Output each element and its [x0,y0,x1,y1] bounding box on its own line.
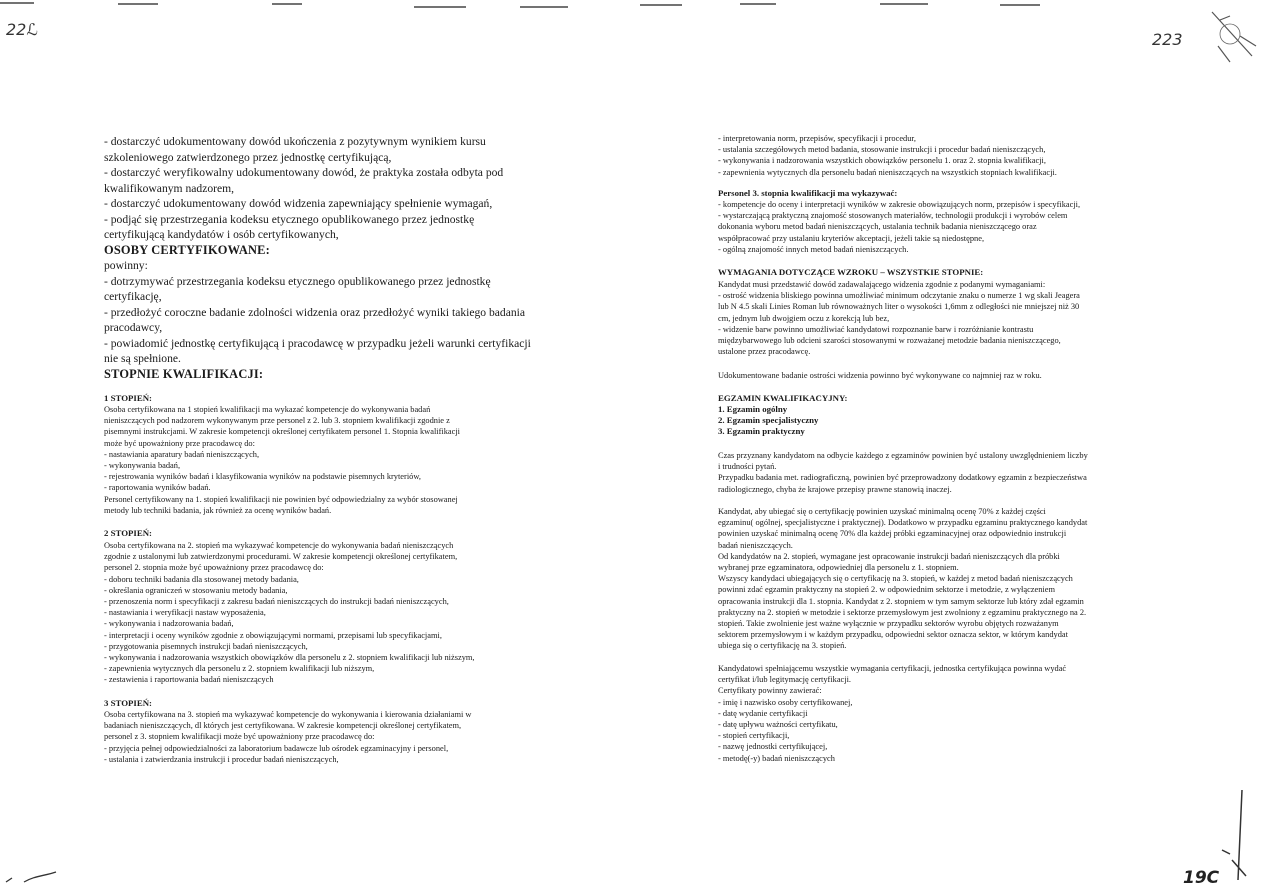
text-line: - przenoszenia norm i specyfikacji z zakresu badań nieniszczących do instrukcji badań nieniszczących, [104,597,449,607]
text-line: - ustalania i zatwierdzania instrukcji i procedur badań nieniszczących, [104,754,339,764]
text-line: - stopień certyfikacji, [718,731,790,741]
text-line: Czas przyznany kandydatom na odbycie każdego z egzaminów powinien być ustalony uwzględnieniem liczby [718,451,1088,460]
text-line: - wykonywania i nadzorowania wszystkich obowiązków personelu 1. oraz 2. stopnia kwalifikacji, [718,156,1046,166]
text-line: Kandydatowi spełniającemu wszystkie wymagania certyfikacji, jednostka certyfikująca powinna wydać [718,664,1067,673]
text-line: kwalifikowanym nadzorem, [104,181,235,195]
text-line: certyfikat i/lub legitymację certyfikacji. [718,675,852,685]
text-line: pracodawcy, [104,321,163,334]
scan-mark [1000,4,1040,6]
text-line: - wystarczającą praktyczną znajomość stosowanych materiałów, technologii produkcji i wyrobów celem [718,211,1068,221]
personel-3-heading: Personel 3. stopnia kwalifikacji ma wykazywać: [718,188,898,198]
intro-list [104,134,554,243]
text-line: - kompetencje do oceny i interpretacji wyników w zakresie obowiązujących norm, przepisów i specyfikacji, [718,200,1081,209]
text-line: - podjąć się przestrzegania kodeksu etycznego opublikowanego przez jednostkę [104,212,475,226]
margin-scan-artifact [1212,780,1252,890]
text-line: personel 2. stopnia może być upoważniony przez pracodawcę do: [104,563,324,573]
text-line: badań nieniszczących. [718,540,793,550]
text-line: - raportowania wyników badań. [104,483,211,493]
text-line: Wszyscy kandydaci ubiegających się o certyfikację na 3. stopień, w każdej z metod badań nieniszczących [718,574,1073,584]
stopien-1-heading: 1 STOPIEŃ: [104,393,152,403]
text-line: - metodę(-y) badań nieniszczących [718,753,835,763]
text-line: - wykonywania i nadzorowania badań, [104,619,234,629]
text-line: radiologicznego, chyba że krajowe przepisy prawne stanowią inaczej. [718,484,952,494]
text-line: opracowania instrukcji dla 1. stopnia. Kandydat z 2. stopniem w tym samym sektorze lub który zdał egzamin [718,596,1084,606]
text-line: powinny: [104,259,148,272]
text-line: - przedłożyć coroczne badanie zdolności widzenia oraz przedłożyć wyniki takiego badania [104,305,526,319]
text-line: Przypadku badania met. radiograficzną, powinien być przeprowadzony dodatkowy egzamin z bezpieczeństwa [718,473,1087,483]
text-line: - ogólną znajomość innych metod badań nieniszczących. [718,244,909,254]
text-line: certyfikującą kandydatów i osób certyfikowanych, [104,228,339,241]
text-line: powinien uzyskać minimalną ocenę 70% dla każdej próbki egzaminacyjnej oraz odpowiednio instrukcji [718,529,1067,539]
text-line: sektorem przemysłowym i w każdym przypadku, odpowiedni sektor oznacza sektor, w którym kandydat [718,630,1068,640]
stopien-3-heading: 3 STOPIEŃ: [104,698,152,708]
top-list [718,133,1158,178]
list-item: 2. Egzamin specjalistyczny [718,415,819,426]
text-line: Certyfikaty powinny zawierać: [718,686,822,696]
wzrok-text [718,279,1158,357]
personel-3-list [718,199,1158,255]
scan-mark [272,3,302,5]
scan-mark [880,3,928,5]
scan-mark [740,3,776,5]
scan-mark [414,6,466,8]
text-line: personel z 3. stopniem kwalifikacji może być upoważniony prze pracodawcę do: [104,732,375,742]
text-line: - zapewnienia wytycznych dla personelu badań nieniszczących na wszystkich stopniach kwalifikacji. [718,167,1057,177]
text-line: nieniszczących pod nadzorem wykonywanym prze personel z 2. lub 3. stopniem kwalifikacji zgodnie z [104,416,450,426]
corner-scan-artifact [1200,6,1260,66]
text-line: - wykonywania badań, [104,461,181,471]
text-line: Osoba certyfikowana na 2. stopień ma wykazywać kompetencje do wykonywania badań nieniszczących [104,541,454,550]
text-line: - ustalania szczegółowych metod badania, stosowanie instrukcji i procedur badań nieniszczących, [718,145,1046,155]
text-line: może być upoważniony prze pracodawcę do: [104,438,255,448]
text-line: nie są spełnione. [104,352,181,365]
text-line: - zestawienia i raportowania badań nieniszczących [104,675,274,685]
scan-mark [520,6,568,8]
text-line: - dostarczyć weryfikowalny udokumentowany dowód, że praktyka została odbyta pod [104,166,504,179]
wzrok-heading: WYMAGANIA DOTYCZĄCE WZROKU – WSZYSTKIE STOPNIE: [718,267,984,277]
text-line: - nastawiania i weryfikacji nastaw wyposażenia, [104,608,266,618]
text-line: egzaminu( ogólnej, specjalistyczne i praktycznej). Dodatkowo w przypadku egzaminu praktycznego kandydat [718,518,1088,528]
scan-mark [640,4,682,6]
text-line: szkoleniowego zatwierdzonego przez jednostkę certyfikującą, [104,150,392,164]
text-line: dokonania wyboru metod badań nieniszczących, ustalania technik badania nieniszczącego oraz [718,222,1037,232]
stopien-2-heading: 2 STOPIEŃ: [104,528,152,538]
text-line: badaniach nieniszczących, dl których jest certyfikowana. W zakresie kompetencji określonej certyfikatem, [104,721,462,731]
corner-scan-artifact [4,868,64,890]
list-item: 1. Egzamin ogólny [718,404,788,414]
scan-mark [118,3,158,5]
text-line: międzybarwowego lub odcieni szarości stosowanymi w rozważanej metodzie badania nieniszczącego, [718,336,1061,346]
kandydat-text [718,506,1158,652]
egzamin-list [718,404,1158,438]
text-line: ubiega się o certyfikację na 3. stopień. [718,641,847,651]
text-line: stopień. Takie zwolnienie jest ważne wyłącznie w przypadku sektorów wyrobu objętych rozważanym [718,619,1059,629]
list-item: 3. Egzamin praktyczny [718,426,805,437]
text-line: Osoba certyfikowana na 1 stopień kwalifikacji ma wykazać kompetencje do wykonywania badań [104,405,431,414]
text-line: - dostarczyć udokumentowany dowód widzenia zapewniający spełnienie wymagań, [104,197,493,210]
text-line: Od kandydatów na 2. stopień, wymagane jest opracowanie instrukcji badań nieniszczących dla próbki [718,551,1060,561]
text-line: ustalone przez pracodawcę. [718,347,811,357]
text-line: - zapewnienia wytycznych dla personelu z 2. stopniem kwalifikacji lub niższym, [104,664,375,674]
osoby-list [104,258,554,367]
left-page-number: 22ℒ [6,20,38,39]
text-line: - interpretacji i oceny wyników zgodnie z obowiązującymi normami, przepisami lub specyfikacjami, [104,630,442,640]
text-line: - nastawiania aparatury badań nieniszczących, [104,449,260,459]
text-line: Kandydat musi przedstawić dowód zadawalającego widzenia zgodnie z podanymi wymaganiami: [718,280,1046,289]
text-line: cm, jednym lub dwojgiem oczu z korekcją lub bez, [718,313,890,323]
stopien-3-text [104,709,554,765]
text-line: - dostarczyć udokumentowany dowód ukończenia z pozytywnym wynikiem kursu [104,135,486,148]
text-line: - przygotowania pisemnych instrukcji badań nieniszczących, [104,641,308,651]
text-line: zgodnie z ustalonymi lub zatwierdzonymi procedurami. W zakresie kompetencji określonej certyfikatem, [104,552,458,562]
text-line: lub N 4.5 skali Linies Roman lub równoważnych liter o wysokości 1,6mm z odległości nie mniejszej niż 30 [718,302,1080,312]
text-line: - określania ograniczeń w stosowaniu metody badania, [104,585,288,595]
text-line: współpracować przy ustalaniu kryteriów akceptacji, jeżeli takie są niedostępne, [718,233,985,243]
stopien-2-text [104,540,554,686]
text-line: - widzenie barw powinno umożliwiać kandydatowi rozpoznanie barw i rozróżnianie kontrastu [718,324,1034,334]
text-line: - powiadomić jednostkę certyfikującą i pracodawcę w przypadku jeżeli warunki certyfikacji [104,336,531,350]
text-line: praktyczny na 2. stopień w metodzie i sektorze przemysłowym jest zwolniony z egzaminu praktycznego na 2. [718,607,1087,617]
text-line: metody lub techniki badania, jak również za ocenę wyników badań. [104,505,332,515]
text-line: - doboru techniki badania dla stosowanej metody badania, [104,574,299,584]
text-line: certyfikację, [104,290,162,303]
stopnie-heading: STOPNIE KWALIFIKACJI: [104,367,264,381]
text-line: - rejestrowania wyników badań i klasyfikowania wyników na podstawie pisemnych kryteriów, [104,472,421,482]
text-line: - interpretowania norm, przepisów, specyfikacji i procedur, [718,134,916,143]
text-line: - wykonywania i nadzorowania wszystkich obowiązków dla personelu z 2. stopniem kwalifikacji lub niższym, [104,653,475,663]
text-line: Kandydat, aby ubiegać się o certyfikację powinien uzyskać minimalną ocenę 70% z każdej części [718,507,1046,516]
text-line: - nazwę jednostki certyfikującej, [718,742,828,752]
text-line: Osoba certyfikowana na 3. stopień ma wykazywać kompetencje do wykonywania i kierowania działaniami w [104,710,472,719]
stopien-1-text [104,404,554,516]
udokumentowane-line: Udokumentowane badanie ostrości widzenia powinno być wykonywane co najmniej raz w roku. [718,371,1042,380]
text-line: - imię i nazwisko osoby certyfikowanej, [718,697,853,707]
text-line: - przyjęcia pełnej odpowiedzialności za laboratorium badawcze lub ośrodek egzaminacyjny i personel, [104,743,449,753]
osoby-heading: OSOBY CERTYFIKOWANE: [104,243,270,257]
text-line: - dotrzymywać przestrzegania kodeksu etycznego opublikowanego przez jednostkę [104,274,491,288]
text-line: - datę upływu ważności certyfikatu, [718,720,838,730]
text-line: - ostrość widzenia bliskiego powinna umożliwiać minimum odczytanie znaku o numerze 1 wg skali Jeagera [718,291,1080,301]
text-line: - datę wydanie certyfikacji [718,708,808,718]
bottom-page-number: 19C [1183,868,1220,888]
right-page-number: 223 [1152,30,1183,49]
text-line: pisemnymi instrukcjami. W zakresie kompetencji określonej certyfikatem personel 1. Stopnia kwalifikacji [104,427,460,437]
text-line: Personel certyfikowany na 1. stopień kwalifikacji nie powinien być odpowiedzialny za wybór stosowanej [104,494,458,504]
egzamin-heading: EGZAMIN KWALIFIKACYJNY: [718,393,848,403]
text-line: i trudności pytań. [718,462,777,472]
certyfikaty-text [718,663,1158,764]
czas-text [718,450,1158,495]
scan-mark [0,2,34,4]
text-line: powinni zdać egzamin praktyczny na stopień 2. w odpowiednim sektorze i metodzie, z wyłączeniem [718,585,1055,595]
text-line: wybranej prze egzaminatora, odpowiedniej dla personelu z 1. stopniem. [718,563,959,573]
